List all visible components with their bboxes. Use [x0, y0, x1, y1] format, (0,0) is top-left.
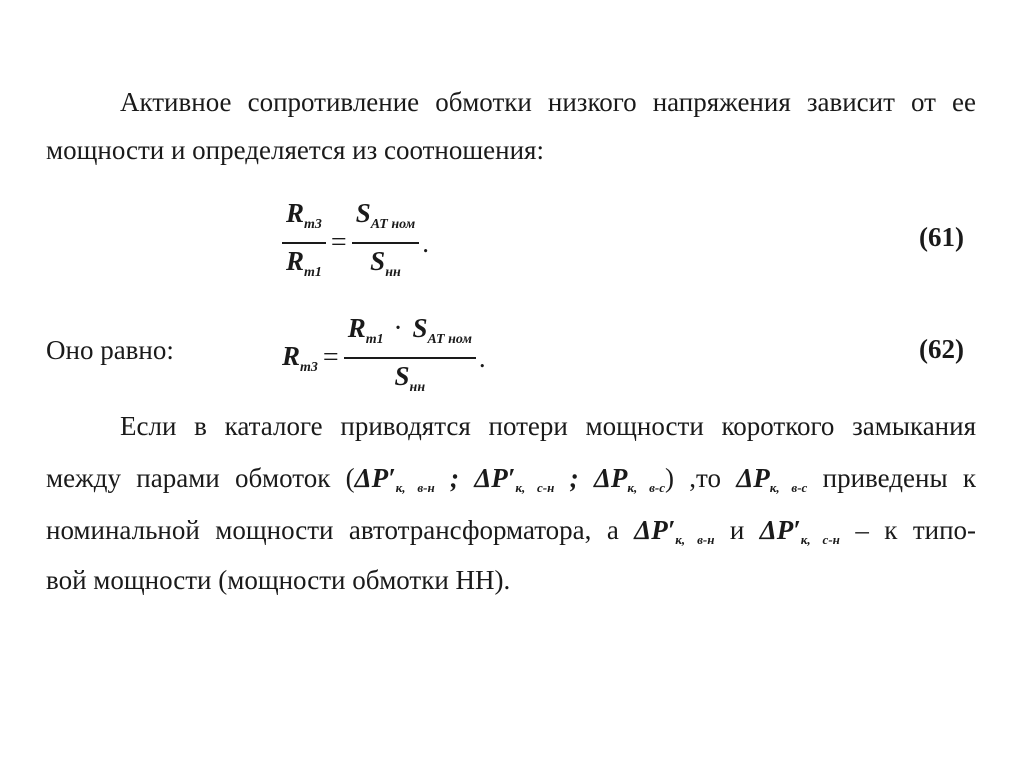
separator: ; — [434, 463, 475, 493]
equation-number-61: (61) — [919, 222, 964, 252]
para2-line-2 — [46, 462, 976, 504]
formula-62 — [282, 311, 486, 405]
formula-62-num-s: S — [412, 313, 428, 343]
para2-line-2-text-c: приведены к — [807, 463, 977, 493]
formula-62-lhs-sub: т3 — [300, 359, 318, 375]
formula-61-end: . — [422, 227, 429, 258]
delta-p-prime-vn: $\Delta P'_{к, в-н}$ — [354, 463, 435, 495]
delta-p-vs: $\Delta P_{к, в-с}$ — [593, 463, 665, 495]
para2-line-3-text-c: – к типо- — [839, 515, 977, 545]
delta-p-prime-sn-2: $\Delta P'_{к, с-н}$ — [759, 515, 840, 547]
para2-line-4: вой мощности (мощности обмотки НН). — [46, 565, 511, 595]
intro-line-1: Активное сопротивление обмотки низкого напряжения зависит от ее — [120, 87, 976, 117]
formula-61-rhs-den-sub: нн — [385, 265, 401, 280]
formula-61-rhs-num-sub: AT ном — [370, 217, 416, 232]
formula-62-lhs — [282, 341, 318, 376]
formula-61-equals: = — [330, 227, 347, 258]
separator: ; — [554, 463, 594, 493]
formula-62-equals: = — [322, 342, 339, 373]
formula-61-rhs-num-symbol: S — [355, 198, 371, 228]
formula-62-den-symbol: S — [394, 361, 410, 391]
formula-62-num-s-sub: AT ном — [427, 332, 472, 347]
formula-61-num-symbol: R — [286, 198, 305, 228]
formula-62-mult: · — [393, 313, 403, 344]
formula-61-rhs-den-symbol: S — [370, 246, 386, 276]
delta-p-prime-vn-2: $\Delta P'_{к, в-н}$ — [634, 515, 715, 547]
delta-p-vs-2: $\Delta P_{к, в-с}$ — [736, 463, 808, 495]
formula-62-den-sub: нн — [409, 380, 426, 395]
formula-62-end: . — [478, 342, 486, 373]
formula-62-num-r-sub: т1 — [365, 332, 384, 347]
intro-line-2: мощности и определяется из соотношения: — [46, 135, 544, 165]
formula-61-rhs-fraction — [352, 196, 419, 290]
para2-line-2-text-b: ) ,то — [664, 463, 737, 493]
para2-line-1: Если в каталоге приводятся потери мощности короткого замыкания — [120, 411, 976, 441]
formula-62-num-r: R — [347, 313, 366, 343]
para2-line-3 — [46, 514, 976, 556]
formula-61-num-sub: т3 — [304, 217, 322, 232]
para2-line-2-text-a: между парами обмоток ( — [46, 463, 355, 493]
formula-61-den-symbol: R — [286, 246, 305, 276]
formula-61-den-sub: т1 — [304, 265, 322, 280]
formula-62-label: Оно равно: — [46, 335, 174, 365]
formula-62-lhs-symbol: R — [282, 340, 301, 371]
para2-line-3-text-b: и — [714, 515, 760, 545]
equation-number-62: (62) — [919, 334, 964, 364]
formula-62-fraction — [344, 311, 476, 405]
para2-line-3-text-a: номинальной мощности автотрансформатора, а — [46, 515, 635, 545]
formula-61 — [282, 196, 429, 290]
delta-p-prime-sn: $\Delta P'_{к, с-н}$ — [474, 463, 555, 495]
formula-61-lhs-fraction — [282, 196, 326, 290]
